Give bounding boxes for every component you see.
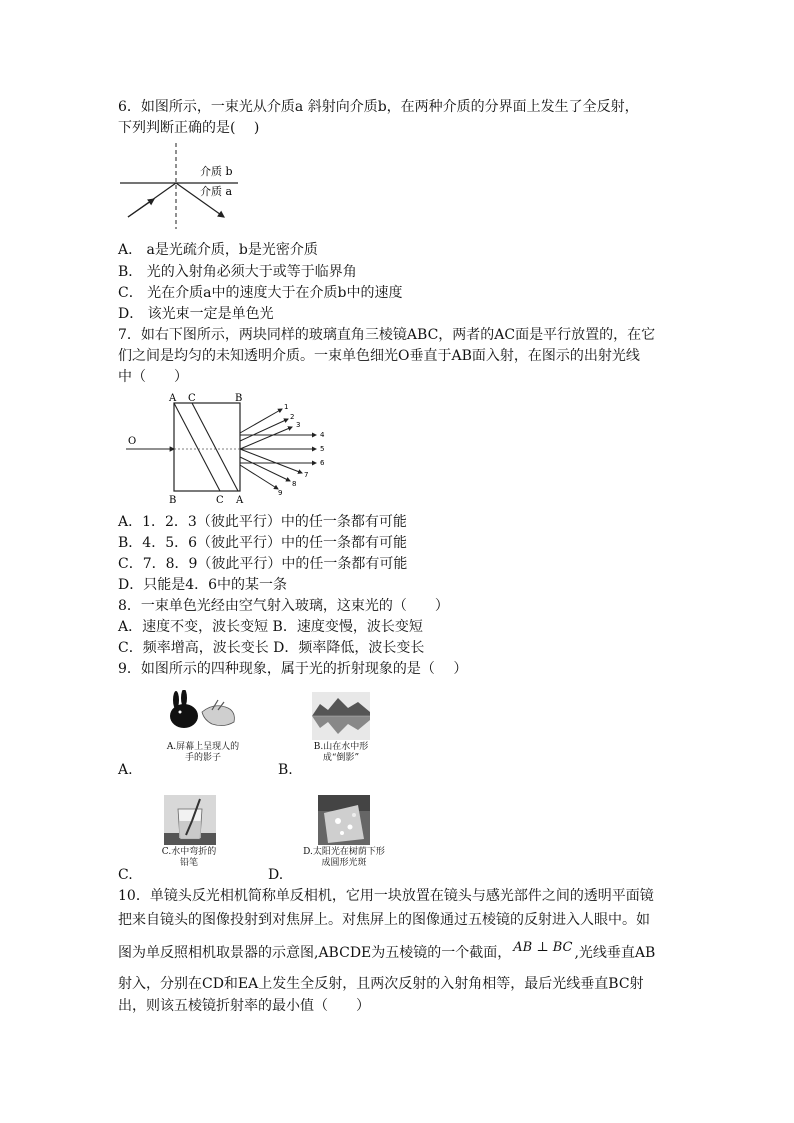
q9-letter-a: A. xyxy=(118,762,133,778)
q6-option-a: A． a是光疏介质，b是光密介质 xyxy=(118,242,318,258)
q9-letter-b: B. xyxy=(278,762,293,778)
q7-prism-box xyxy=(174,403,240,491)
q6-option-b: B． 光的入射角必须大于或等于临界角 xyxy=(118,264,357,280)
q10-stem-line3a: 图为单反照相机取景器的示意图,ABCDE为五棱镜的一个截面， xyxy=(118,945,512,961)
q6-option-c: C． 光在介质a中的速度大于在介质b中的速度 xyxy=(118,285,403,301)
q9-letter-d: D. xyxy=(268,867,284,883)
q7-ray-label-5: 5 xyxy=(320,445,325,453)
q6-option-d: D． 该光束一定是单色光 xyxy=(118,306,274,322)
q7-ray-label-3: 3 xyxy=(296,421,301,429)
q7-ray-8 xyxy=(240,457,290,481)
q7-ray-label-1: 1 xyxy=(284,403,289,411)
q7-ray-label-4: 4 xyxy=(320,431,325,439)
q9-photo-b xyxy=(312,692,370,740)
q7-label-bottom-c: C xyxy=(216,495,224,506)
q7-label-o: O xyxy=(128,436,137,447)
q9-photo-a xyxy=(162,690,242,740)
q7-ray-label-8: 8 xyxy=(292,480,297,488)
q6-stem-line1: 6．如图所示，一束光从介质a 斜射向介质b，在两种介质的分界面上发生了全反射， xyxy=(118,99,639,115)
q7-label-top-a: A xyxy=(169,393,177,404)
mountain-reflection-image xyxy=(312,692,370,740)
q9-photo-c xyxy=(164,795,216,845)
q7-ray-label-6: 6 xyxy=(320,459,325,467)
hand-shadow-image xyxy=(162,690,242,740)
q7-option-d: D．只能是4．6中的某一条 xyxy=(118,577,288,593)
q7-option-a: A．1．2．3（彼此平行）中的任一条都有可能 xyxy=(118,514,407,530)
q7-ray-2 xyxy=(240,419,288,441)
q9-letter-c: C. xyxy=(118,867,133,883)
q8-stem: 8．一束单色光经由空气射入玻璃，这束光的（ ） xyxy=(118,598,449,614)
q10-stem-line1: 10．单镜头反光相机简称单反相机，它用一块放置在镜头与感光部件之间的透明平面镜 xyxy=(118,888,654,904)
q7-ac-face-1 xyxy=(174,403,220,491)
q9-stem: 9．如图所示的四种现象，属于光的折射现象的是（ ） xyxy=(118,661,468,677)
q9-caption-a: A.屏幕上呈现人的手的影子 xyxy=(166,742,240,763)
q10-stem-line3b: ,光线垂直AB xyxy=(574,945,656,961)
q9-caption-d: D.太阳光在树荫下形成圆形光斑 xyxy=(303,847,385,868)
q7-stem-line3: 中（ ） xyxy=(118,369,188,385)
q7-stem-line2: 们之间是均匀的未知透明介质。一束单色细光O垂直于AB面入射，在图示的出射光线 xyxy=(118,348,640,364)
q8-options-row2: C．频率增高，波长变长 D．频率降低，波长变长 xyxy=(118,640,425,656)
q7-option-b: B．4．5．6（彼此平行）中的任一条都有可能 xyxy=(118,535,408,551)
q7-label-top-b: B xyxy=(235,393,243,404)
q9-caption-c: C.水中弯折的铅笔 xyxy=(161,847,217,868)
q7-label-top-c: C xyxy=(188,393,196,404)
q10-stem-line5: 出，则该五棱镜折射率的最小值（ ） xyxy=(118,998,370,1014)
bent-pencil-image xyxy=(164,795,216,845)
q7-stem-line1: 7．如右下图所示，两块同样的玻璃直角三棱镜ABC，两者的AC面是平行放置的，在它 xyxy=(118,327,656,343)
q7-ray-label-2: 2 xyxy=(290,413,295,421)
q10-stem-line4: 射入，分别在CD和EA上发生全反射，且两次反射的入射角相等，最后光线垂直BC射 xyxy=(118,976,644,992)
q6-figure xyxy=(118,143,258,229)
q7-label-bottom-b: B xyxy=(169,495,177,506)
q7-ray-label-7: 7 xyxy=(304,471,309,479)
q7-ac-face-2 xyxy=(192,403,238,491)
q6-stem-line2: 下列判断正确的是( ) xyxy=(118,120,260,136)
light-spots-image xyxy=(318,795,370,845)
q6-label-a: 介质 a xyxy=(200,185,233,198)
q8-options-row1: A．速度不变，波长变短 B．速度变慢，波长变短 xyxy=(118,619,423,635)
q6-label-b: 介质 b xyxy=(200,165,233,178)
q10-math-ab-perp-bc: AB ⊥ BC xyxy=(513,940,573,955)
q10-stem-line2: 把来自镜头的图像投射到对焦屏上。对焦屏上的图像通过五棱镜的反射进入人眼中。如 xyxy=(118,912,650,928)
q7-ray-3 xyxy=(240,427,292,449)
q7-figure xyxy=(122,391,342,506)
q7-ray-label-9: 9 xyxy=(278,489,283,497)
q7-label-bottom-a: A xyxy=(236,495,244,506)
q9-photo-d xyxy=(318,795,370,845)
q9-caption-b: B.山在水中形成“倒影” xyxy=(313,742,369,763)
q7-ray-9 xyxy=(240,465,278,489)
q7-option-c: C．7．8．9（彼此平行）中的任一条都有可能 xyxy=(118,556,408,572)
q10-stem-line3 xyxy=(118,940,656,964)
q7-ray-1 xyxy=(240,409,282,433)
